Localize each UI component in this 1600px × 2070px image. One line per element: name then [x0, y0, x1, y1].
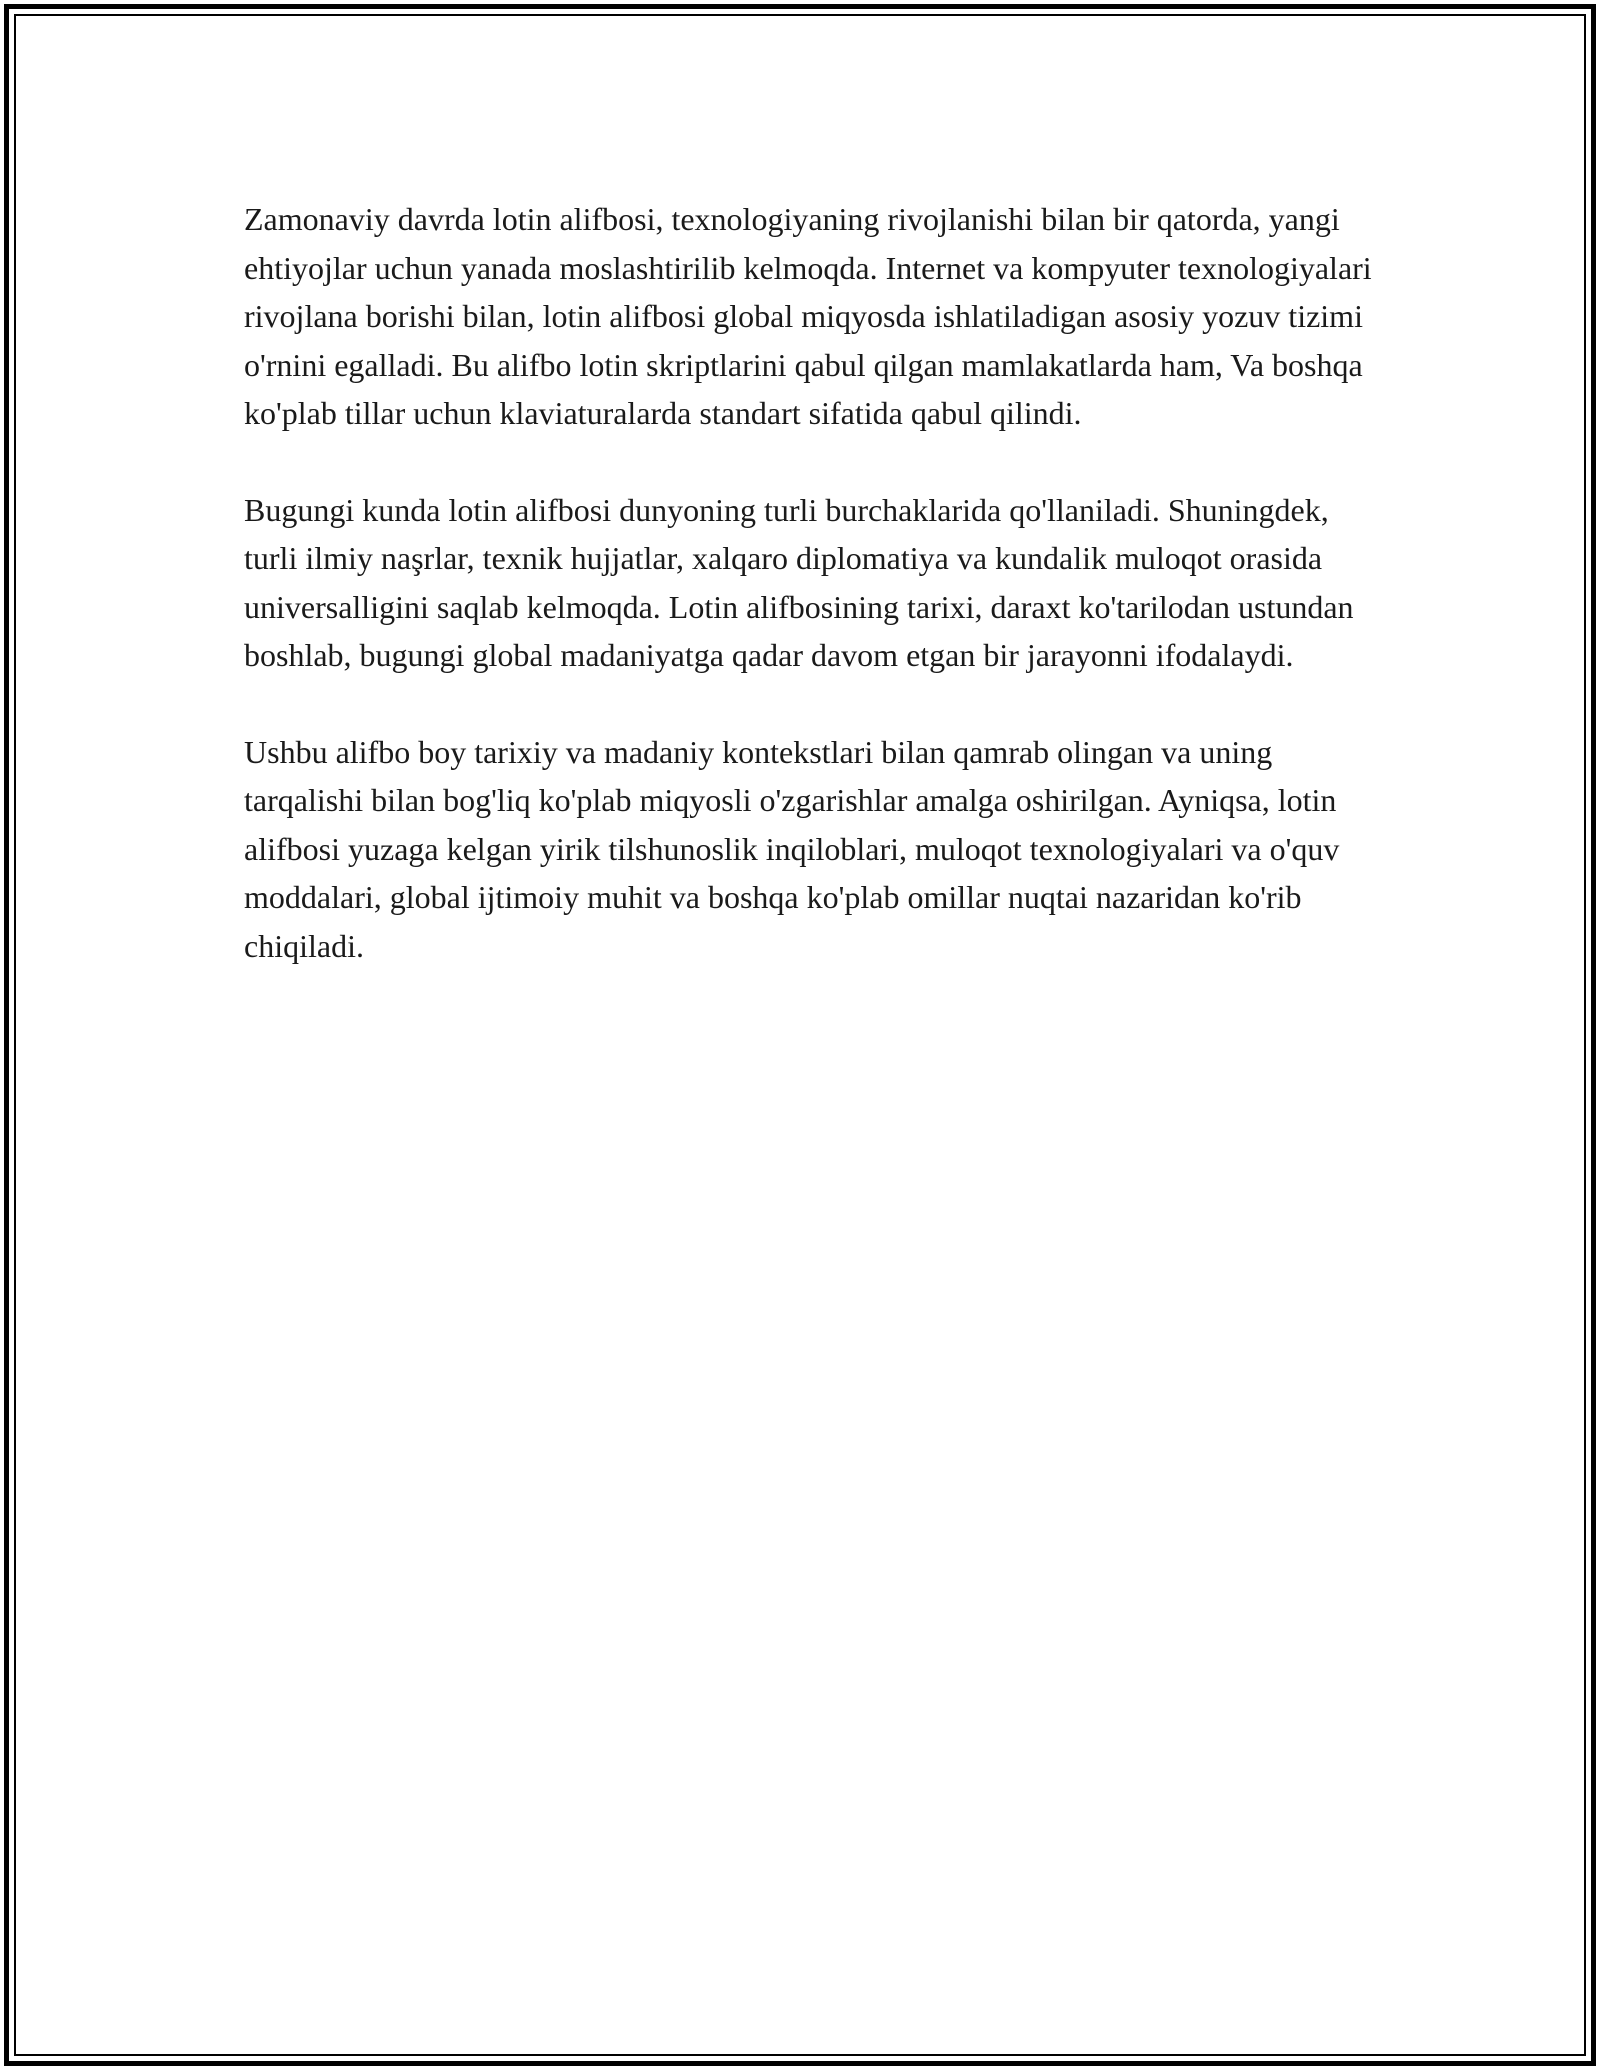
paragraph-2: Bugungi kunda lotin alifbosi dunyoning turli burchaklarida qo'llaniladi. Shuningdek, turli ilmiy naşrlar, texnik hujjatlar, xalqaro diplomatiya va kundalik muloqot orasida universalligini saqlab kelmoqda. Lotin alifbosining tarixi, daraxt ko'tarilodan ustundan boshlab, bugungi global madaniyatga qadar davom etgan bir jarayonni ifodalaydi.: [244, 491, 1354, 673]
paragraph-3: Ushbu alifbo boy tarixiy va madaniy kontekstlari bilan qamrab olingan va uning tarqalishi bilan bog'liq ko'plab miqyosli o'zgarishlar amalga oshirilgan. Ayniqsa, lotin alifbosi yuzaga kelgan yirik tilshunoslik inqiloblari, muloqot texnologiyalari va o'quv moddalari, global ijtimoiy muhit va boshqa ko'plab omillar nuqtai nazaridan ko'rib chiqiladi.: [244, 733, 1340, 964]
paragraph-1: Zamonaviy davrda lotin alifbosi, texnologiyaning rivojlanishi bilan bir qatorda, yangi ehtiyojlar uchun yanada moslashtirilib kelmoqda. Internet va kompyuter texnologiyalari rivojlana borishi bilan, lotin alifbosi global miqyosda ishlatiladigan asosiy yozuv tizimi o'rnini egalladi. Bu alifbo lotin skriptlarini qabul qilgan mamlakatlarda ham, Va boshqa ko'plab tillar uchun klaviaturalarda standart sifatida qabul qilindi.: [244, 201, 1372, 431]
document-body: [244, 195, 1374, 1018]
page-frame: [4, 4, 1596, 2066]
